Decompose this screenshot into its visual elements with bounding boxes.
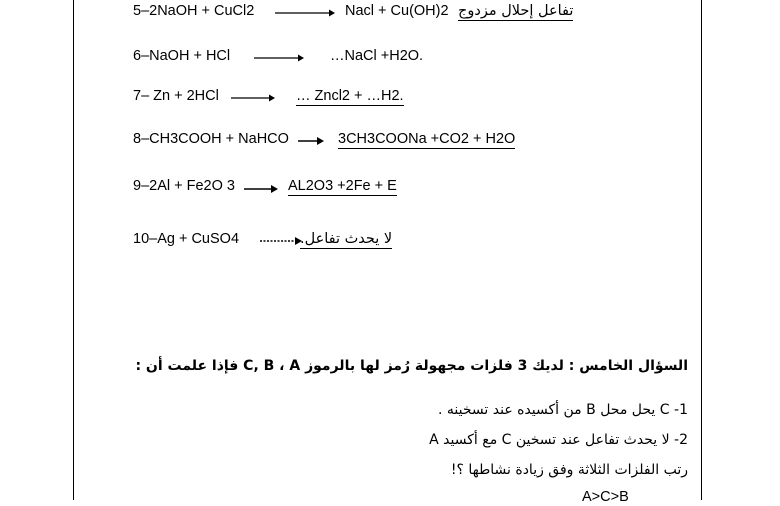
equation-10-right: لا يحدث تفاعل. <box>300 231 393 247</box>
arrow-icon <box>244 184 278 194</box>
equation-6-right: …NaCl +H2O. <box>330 48 424 64</box>
equation-8-left: 8–CH3COOH + NaHCO <box>133 131 289 147</box>
equation-9-right: AL2O3 +2Fe + E <box>288 178 397 194</box>
equation-6-left: 6–NaOH + HCl <box>133 48 231 64</box>
question-item-1: 1- C يحل محل B من أكسيده عند تسخينه . <box>438 402 688 418</box>
equation-7-right: … Zncl2 + …H2. <box>296 88 404 104</box>
arrow-icon <box>231 93 275 103</box>
question-title: السؤال الخامس : لديك 3 فلزات مجهولة رُمز لها بالرموز C, B ، A فإذا علمت أن : <box>135 358 688 374</box>
page-border-left <box>73 0 74 500</box>
page-border-right <box>701 0 702 500</box>
equation-10-left: 10–Ag + CuSO4 <box>133 231 240 247</box>
equation-5-left: 5–2NaOH + CuCl2 <box>133 3 255 19</box>
arrow-icon <box>275 8 335 18</box>
question-instruction: رتب الفلزات الثلاثة وفق زيادة نشاطها ؟! <box>450 462 688 478</box>
arrow-icon <box>298 136 324 146</box>
equation-9-left: 9–2Al + Fe2O 3 <box>133 178 235 194</box>
equation-8-right: 3CH3COONa +CO2 + H2O <box>338 131 516 147</box>
question-answer: A>C>B <box>582 489 629 505</box>
dotted-arrow-icon <box>260 236 302 246</box>
arrow-icon <box>254 53 304 63</box>
question-item-2: 2- لا يحدث تفاعل عند تسخين C مع أكسيد A <box>429 432 688 448</box>
equation-5-note: تفاعل إحلال مزدوج <box>458 3 574 19</box>
equation-5-right: Nacl + Cu(OH)2 <box>345 3 449 19</box>
equation-7-left: 7– Zn + 2HCl <box>133 88 219 104</box>
